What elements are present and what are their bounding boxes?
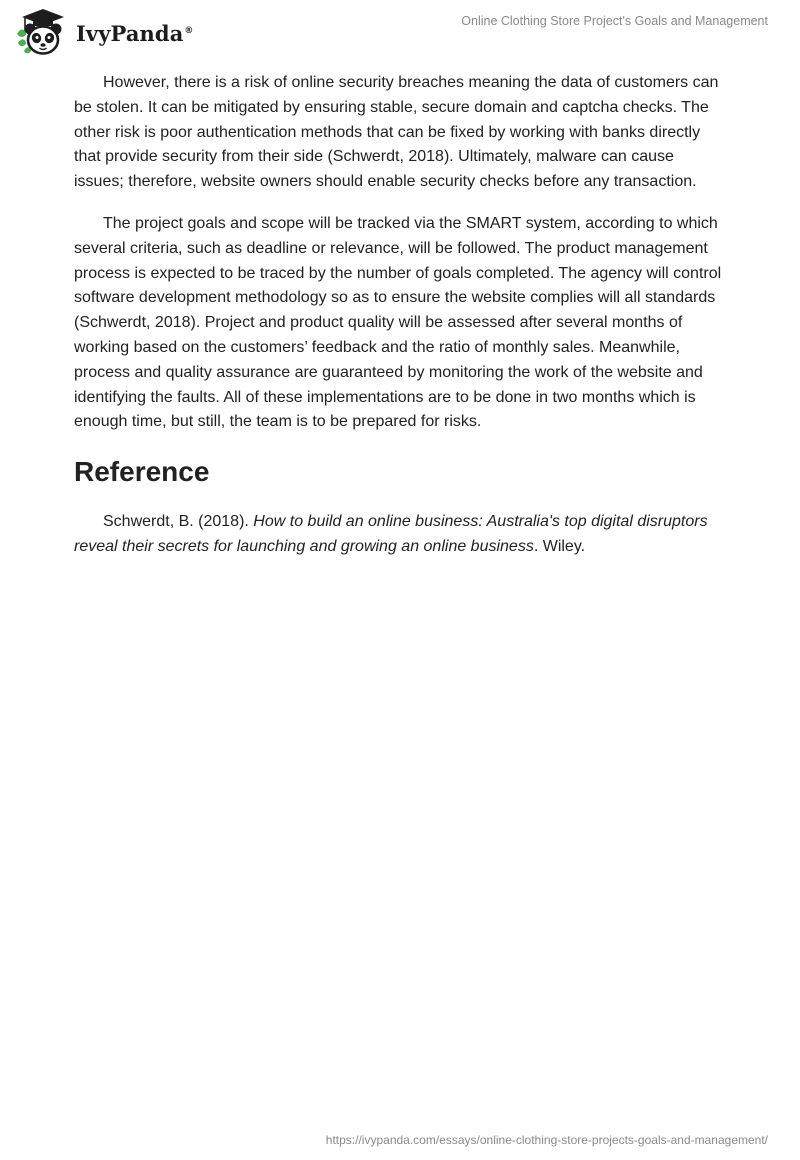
body-paragraph-2: The project goals and scope will be tracked via the SMART system, according to which several criteria, such as deadline or relevance, will be followed. The product management process is expected to be traced by the number of goals completed. The agency will control software development methodology so as to ensure the website complies will all standards (Schwerdt, 2018). Project and product quality will be assessed after several months of working based on the customers’ feedback and the ratio of monthly sales. Meanwhile, process and quality assurance are guaranteed by monitoring the work of the website and identifying the faults. All of these implementations are to be done in two months which is enough time, but still, the team is to be prepared for risks. — [74, 214, 722, 431]
reference-author-year: Schwerdt, B. (2018). — [103, 513, 254, 531]
reference-entry — [74, 510, 726, 560]
brand-name: IvyPanda — [76, 20, 184, 46]
body-paragraph-1: However, there is a risk of online security breaches meaning the data of customers can be stolen. It can be mitigated by ensuring stable, secure domain and captcha checks. The other risk is poor authentication methods that can be fixed by working with banks directly that provide security from their side (Schwerdt, 2018). Ultimately, malware can cause issues; therefore, website owners should enable security checks before any transaction. — [74, 74, 719, 191]
logo-wordmark — [76, 21, 194, 46]
reference-title: How to build an online business: Australia's top digital disruptors reveal their secrets for launching and growing an online business — [74, 513, 708, 555]
document-title: Online Clothing Store Project's Goals and Management — [461, 14, 768, 28]
document-body — [74, 71, 726, 560]
footer-source-url[interactable]: https://ivypanda.com/essays/online-clothing-store-projects-goals-and-management/ — [325, 1133, 768, 1147]
page-header — [0, 0, 800, 62]
reference-heading: Reference — [74, 456, 210, 488]
reference-publisher: . Wiley. — [533, 537, 586, 555]
ivypanda-logo[interactable] — [14, 7, 194, 57]
panda-graduate-logo-icon — [14, 7, 70, 57]
registered-mark: ® — [184, 25, 194, 36]
